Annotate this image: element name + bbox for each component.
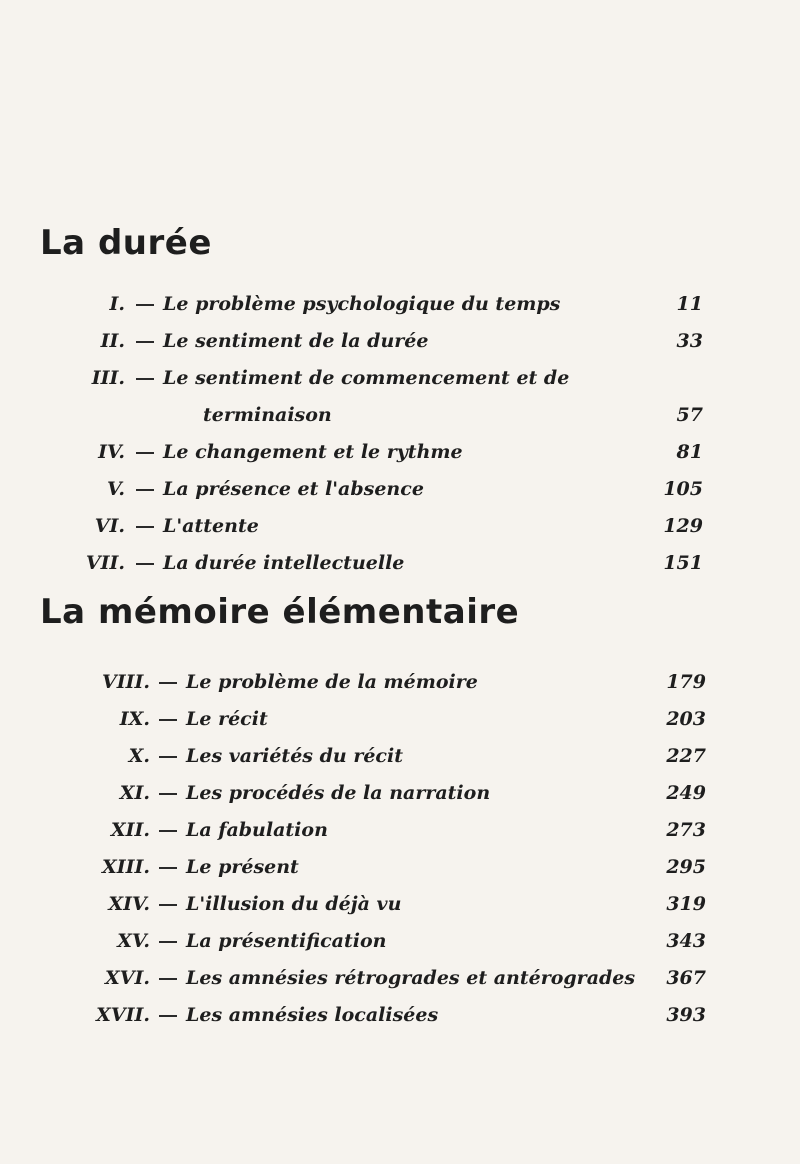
page-number: 129 bbox=[663, 515, 703, 537]
dash-separator bbox=[136, 360, 154, 397]
dash-separator bbox=[159, 960, 177, 997]
page-number: 227 bbox=[666, 745, 706, 767]
chapter-title: Le récit bbox=[186, 708, 268, 730]
chapter-title: Les amnésies rétrogrades et antérogrades bbox=[186, 967, 636, 989]
chapter-number: X. bbox=[128, 745, 150, 767]
toc-entry[interactable] bbox=[0, 812, 800, 849]
chapter-title: Le sentiment de commencement et de bbox=[163, 367, 570, 389]
chapter-title: La durée intellectuelle bbox=[163, 552, 405, 574]
toc-entry[interactable] bbox=[0, 471, 800, 508]
toc-entry[interactable] bbox=[0, 286, 800, 323]
dash-separator bbox=[136, 323, 154, 360]
chapter-title-continuation: terminaison bbox=[203, 404, 332, 426]
chapter-title: L'illusion du déjà vu bbox=[186, 893, 402, 915]
chapter-number: II. bbox=[100, 330, 125, 352]
dash-separator bbox=[136, 471, 154, 508]
chapter-number: VIII. bbox=[101, 671, 150, 693]
toc-entry[interactable] bbox=[0, 923, 800, 960]
page-number: 343 bbox=[666, 930, 706, 952]
part-title: La mémoire élémentaire bbox=[40, 592, 520, 632]
chapter-title: La présence et l'absence bbox=[163, 478, 424, 500]
toc-entry[interactable] bbox=[0, 886, 800, 923]
chapter-number: IV. bbox=[98, 441, 125, 463]
chapter-number: I. bbox=[109, 293, 125, 315]
page-number: 319 bbox=[666, 893, 706, 915]
chapter-list bbox=[0, 664, 800, 1034]
page-number: 81 bbox=[676, 441, 703, 463]
chapter-number: VII. bbox=[85, 552, 125, 574]
chapter-title: La présentification bbox=[186, 930, 387, 952]
chapter-number: XII. bbox=[110, 819, 150, 841]
chapter-list bbox=[0, 286, 800, 582]
chapter-number: XIV. bbox=[108, 893, 150, 915]
page-number: 367 bbox=[666, 967, 706, 989]
chapter-title: Le problème psychologique du temps bbox=[163, 293, 561, 315]
dash-separator bbox=[136, 508, 154, 545]
chapter-number: XVII. bbox=[96, 1004, 150, 1026]
dash-separator bbox=[159, 886, 177, 923]
chapter-number: XIII. bbox=[101, 856, 150, 878]
page-number: 11 bbox=[676, 293, 703, 315]
page-number: 179 bbox=[666, 671, 706, 693]
toc-entry[interactable] bbox=[0, 997, 800, 1034]
toc-entry[interactable] bbox=[0, 323, 800, 360]
toc-entry[interactable] bbox=[0, 775, 800, 812]
toc-entry[interactable] bbox=[0, 849, 800, 886]
chapter-number: III. bbox=[91, 367, 125, 389]
toc-entry[interactable] bbox=[0, 960, 800, 997]
chapter-title: Le présent bbox=[186, 856, 299, 878]
chapter-title: L'attente bbox=[163, 515, 259, 537]
toc-entry[interactable] bbox=[0, 508, 800, 545]
toc-entry[interactable] bbox=[0, 738, 800, 775]
page-number: 203 bbox=[666, 708, 706, 730]
toc-entry[interactable] bbox=[0, 545, 800, 582]
toc-entry[interactable] bbox=[0, 360, 800, 434]
page-number: 273 bbox=[666, 819, 706, 841]
chapter-number: XV. bbox=[117, 930, 150, 952]
toc-entry[interactable] bbox=[0, 434, 800, 471]
page-number: 295 bbox=[666, 856, 706, 878]
chapter-number: VI. bbox=[94, 515, 125, 537]
chapter-number: V. bbox=[106, 478, 125, 500]
dash-separator bbox=[159, 701, 177, 738]
chapter-title: La fabulation bbox=[186, 819, 328, 841]
chapter-title: Les amnésies localisées bbox=[186, 1004, 439, 1026]
chapter-number: XVI. bbox=[105, 967, 150, 989]
dash-separator bbox=[159, 997, 177, 1034]
dash-separator bbox=[159, 849, 177, 886]
chapter-number: IX. bbox=[119, 708, 150, 730]
page-number: 393 bbox=[666, 1004, 706, 1026]
dash-separator bbox=[159, 738, 177, 775]
toc-entry[interactable] bbox=[0, 664, 800, 701]
chapter-title: Le changement et le rythme bbox=[163, 441, 463, 463]
dash-separator bbox=[159, 923, 177, 960]
toc-entry[interactable] bbox=[0, 701, 800, 738]
dash-separator bbox=[136, 286, 154, 323]
dash-separator bbox=[136, 545, 154, 582]
dash-separator bbox=[136, 434, 154, 471]
part-heading bbox=[40, 223, 212, 263]
page-number: 249 bbox=[666, 782, 706, 804]
page-number: 151 bbox=[663, 552, 703, 574]
dash-separator bbox=[159, 775, 177, 812]
chapter-number: XI. bbox=[119, 782, 150, 804]
dash-separator bbox=[159, 664, 177, 701]
page-number: 57 bbox=[676, 404, 703, 426]
part-heading bbox=[40, 592, 520, 632]
page-number: 105 bbox=[663, 478, 703, 500]
chapter-title: Le problème de la mémoire bbox=[186, 671, 478, 693]
chapter-title: Le sentiment de la durée bbox=[163, 330, 429, 352]
dash-separator bbox=[159, 812, 177, 849]
part-title: La durée bbox=[40, 223, 212, 263]
page-number: 33 bbox=[676, 330, 703, 352]
chapter-title: Les variétés du récit bbox=[186, 745, 403, 767]
chapter-title: Les procédés de la narration bbox=[186, 782, 491, 804]
